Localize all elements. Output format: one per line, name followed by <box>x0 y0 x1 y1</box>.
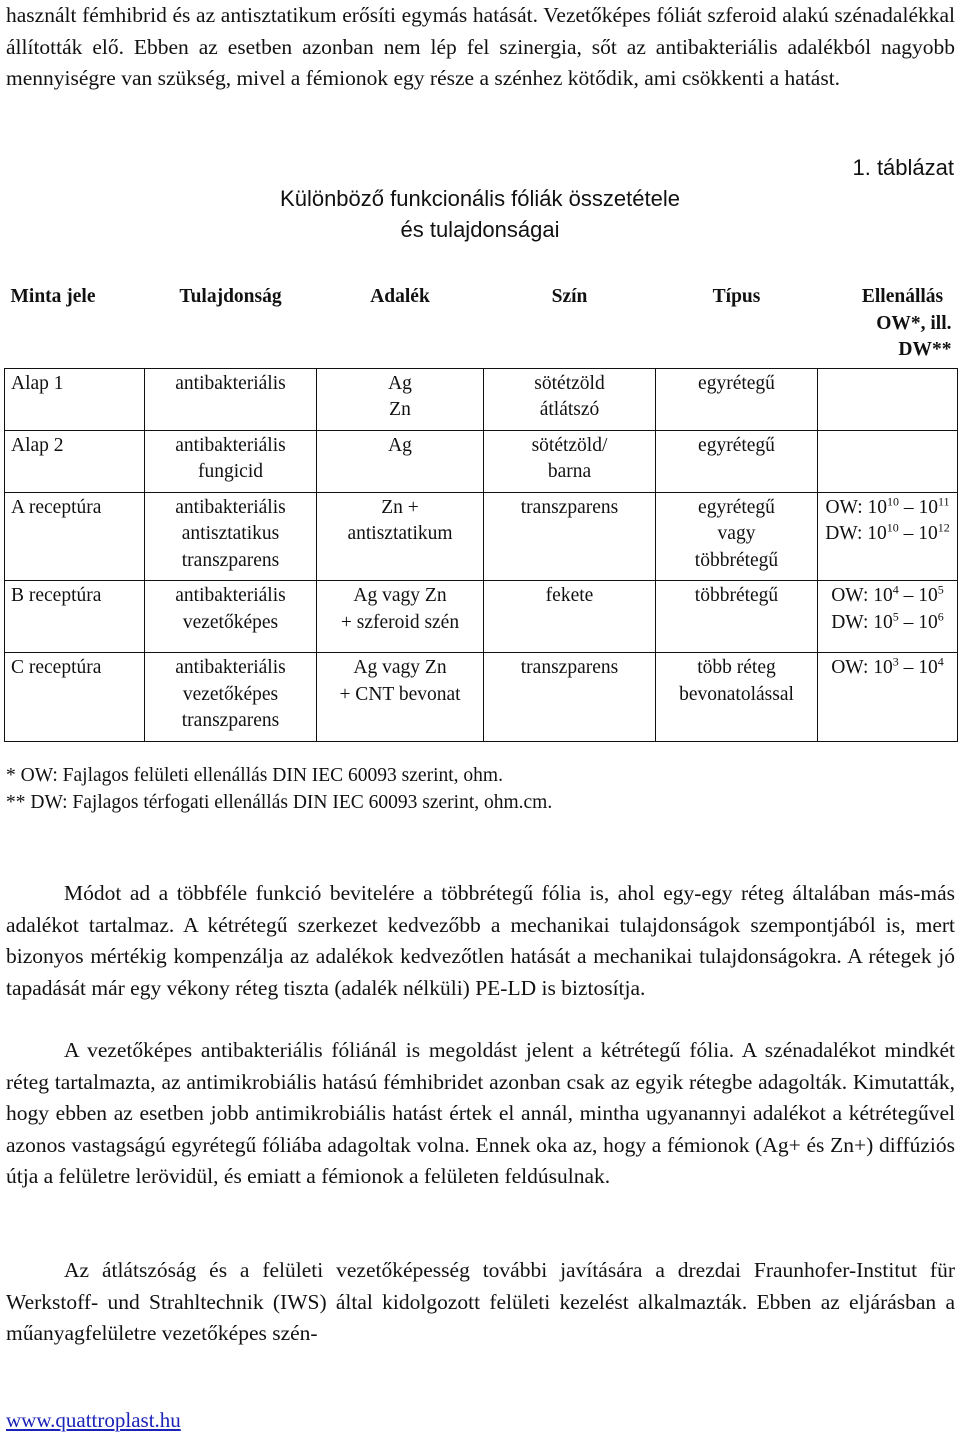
cell-type <box>656 368 818 430</box>
table-row <box>5 581 958 653</box>
color-line: transzparens <box>520 657 619 678</box>
resistance-text: – 10 <box>898 585 938 606</box>
color-line: transzparens <box>520 496 619 518</box>
cell-additive <box>317 581 484 653</box>
additive-line: Ag <box>388 434 412 456</box>
header-type: Típus <box>656 280 818 368</box>
cell-sample: C receptúra <box>5 653 145 742</box>
footnote-dw: ** DW: Fajlagos térfogati ellenállás DIN IEC 60093 szerint, ohm.cm. <box>6 792 553 813</box>
property-line: antibakteriális <box>175 585 286 606</box>
cell-property <box>145 430 317 492</box>
resistance-text: OW: 10 <box>831 657 893 678</box>
table-header-row <box>5 280 958 368</box>
property-line: antisztatikus <box>181 523 280 544</box>
cell-sample: Alap 1 <box>5 368 145 430</box>
property-line: antibakteriális <box>175 496 286 518</box>
exponent: 5 <box>892 609 899 623</box>
additive-line: antisztatikum <box>347 523 453 544</box>
table-title-line-2: és tulajdonságai <box>400 217 560 242</box>
table-body <box>5 368 958 741</box>
properties-table <box>4 280 958 742</box>
additive-line: Zn + <box>381 496 419 518</box>
exponent: 6 <box>937 609 944 623</box>
body-paragraph-3: Az átlátszóság és a felületi vezetőképesség további javítására a drezdai Fraunhofer-Institut für Werkstoff- und Strahltechnik (IWS) által kidolgozott felületi kezelést alkalmazták. Ebben az eljárásban a műanyagfelületre vezetőképes szén- <box>6 1258 955 1345</box>
additive-line: Zn <box>389 399 411 420</box>
additive-line: Ag <box>388 372 412 394</box>
color-line: barna <box>547 461 592 482</box>
cell-color <box>484 492 656 581</box>
property-line: antibakteriális <box>175 657 286 678</box>
table-number: 1. táblázat <box>852 155 954 180</box>
resistance-text: – 10 <box>898 523 938 544</box>
cell-type <box>656 492 818 581</box>
header-additive: Adalék <box>317 280 484 368</box>
resistance-text: DW: 10 <box>825 523 887 544</box>
additive-line: Ag vagy Zn <box>353 657 447 678</box>
exponent: 5 <box>937 582 944 597</box>
cell-property <box>145 368 317 430</box>
footnote-ow: * OW: Fajlagos felületi ellenállás DIN IEC 60093 szerint, ohm. <box>6 765 503 786</box>
type-line: többrétegű <box>694 585 779 606</box>
body-paragraph-1: Módot ad a többféle funkció bevitelére a többrétegű fólia is, ahol egy-egy réteg általában más-más adalékot tartalmaz. A kétrétegű szerkezet kedvezőbb a mechanikai tulajdonságok szempontjából is, mert bizonyos mértékig kompenzálja az adalékok kedvezőtlen hatását a mechanikai tulajdonságokra. A rétegek jó tapadását már egy vékony réteg tiszta (adalék nélküli) PE-LD is biztosítja. <box>6 881 955 1000</box>
cell-resistance <box>818 368 958 430</box>
cell-resistance <box>818 492 958 581</box>
header-sample: Minta jele <box>5 280 145 368</box>
cell-type <box>656 430 818 492</box>
exponent: 12 <box>937 520 950 535</box>
type-line: bevonatolással <box>679 683 794 705</box>
table-row <box>5 653 958 742</box>
property-line: vezetőképes <box>182 611 279 633</box>
cell-property <box>145 581 317 653</box>
header-resistance-line-2: OW*, ill. DW** <box>876 312 952 360</box>
cell-color <box>484 430 656 492</box>
resistance-text: – 10 <box>898 611 938 633</box>
header-resistance <box>818 280 958 368</box>
type-line: egyrétegű <box>698 496 775 518</box>
cell-color <box>484 368 656 430</box>
header-color: Szín <box>484 280 656 368</box>
cell-type <box>656 581 818 653</box>
body-paragraph-2: A vezetőképes antibakteriális fóliánál is megoldást jelent a kétrétegű fólia. A szénadalékot mindkét réteg tartalmazta, az antimikrobiális hatású fémhibridet azonban csak az egyik rétegbe adagolták. Kimutatták, hogy ebben az esetben jobb antimikrobiális hatást értek el annál, mintha ugyanannyi adalékot a kétrétegűvel azonos vastagságú egyrétegű fóliába adagoltak volna. Ennek oka az, hogy a fémionok (Ag+ és Zn+) diffúziós útja a felületre lerövidül, és emiatt a fémionok a felületen feldúsulnak. <box>6 1038 955 1188</box>
property-line: fungicid <box>198 461 263 482</box>
resistance-text: – 10 <box>898 657 938 678</box>
exponent: 11 <box>938 494 950 508</box>
header-property: Tulajdonság <box>145 280 317 368</box>
cell-type <box>656 653 818 742</box>
cell-property <box>145 653 317 742</box>
color-line: sötétzöld/ <box>531 434 608 456</box>
resistance-text: – 10 <box>899 496 938 518</box>
cell-resistance <box>818 653 958 742</box>
type-line: több réteg <box>697 657 776 678</box>
cell-sample: B receptúra <box>5 581 145 653</box>
type-line: egyrétegű <box>698 434 775 456</box>
property-line: transzparens <box>181 549 280 571</box>
exponent: 10 <box>886 520 899 535</box>
exponent: 10 <box>887 494 899 508</box>
color-line: fekete <box>545 585 594 606</box>
table-caption <box>220 183 740 245</box>
additive-line: + szferoid szén <box>340 611 460 633</box>
additive-line: + CNT bevonat <box>339 683 461 705</box>
color-line: sötétzöld <box>534 372 605 394</box>
header-resistance-line-1: Ellenállás <box>861 286 944 307</box>
cell-color <box>484 653 656 742</box>
cell-resistance <box>818 430 958 492</box>
cell-sample: A receptúra <box>5 492 145 581</box>
resistance-text: DW: 10 <box>831 611 893 633</box>
cell-sample: Alap 2 <box>5 430 145 492</box>
table-row <box>5 368 958 430</box>
additive-line: Ag vagy Zn <box>353 585 447 606</box>
resistance-text: OW: 10 <box>825 496 887 518</box>
resistance-line <box>824 583 951 610</box>
table-row <box>5 430 958 492</box>
property-line: antibakteriális <box>175 372 286 394</box>
resistance-line <box>824 610 951 637</box>
resistance-line <box>824 495 951 522</box>
type-line: vagy <box>717 523 756 544</box>
intro-paragraph: használt fémhibrid és az antisztatikum erősíti egymás hatását. Vezetőképes fóliát szferoid alakú szénadalékkal állították elő. Ebben az esetben azonban nem lép fel szinergia, sőt az antibakteriális adalékból nagyobb mennyiségre van szükség, mivel a fémionok egy része a szénhez kötődik, ami csökkenti a hatást. <box>6 3 955 90</box>
table-row <box>5 492 958 581</box>
exponent: 3 <box>892 654 899 669</box>
table-title-line-1: Különböző funkcionális fóliák összetétele <box>280 186 680 211</box>
website-link[interactable]: www.quattroplast.hu <box>6 1408 181 1432</box>
cell-additive <box>317 430 484 492</box>
cell-additive <box>317 368 484 430</box>
property-line: vezetőképes <box>182 683 279 705</box>
property-line: antibakteriális <box>175 434 286 456</box>
color-line: átlátszó <box>539 399 600 420</box>
resistance-line <box>824 521 951 548</box>
resistance-line <box>824 655 951 682</box>
property-line: transzparens <box>181 710 280 731</box>
exponent: 4 <box>937 654 944 669</box>
type-line: többrétegű <box>694 549 779 571</box>
cell-property <box>145 492 317 581</box>
exponent: 4 <box>892 582 899 597</box>
cell-additive <box>317 653 484 742</box>
cell-resistance <box>818 581 958 653</box>
type-line: egyrétegű <box>698 372 775 394</box>
resistance-text: OW: 10 <box>831 585 893 606</box>
cell-additive <box>317 492 484 581</box>
cell-color <box>484 581 656 653</box>
